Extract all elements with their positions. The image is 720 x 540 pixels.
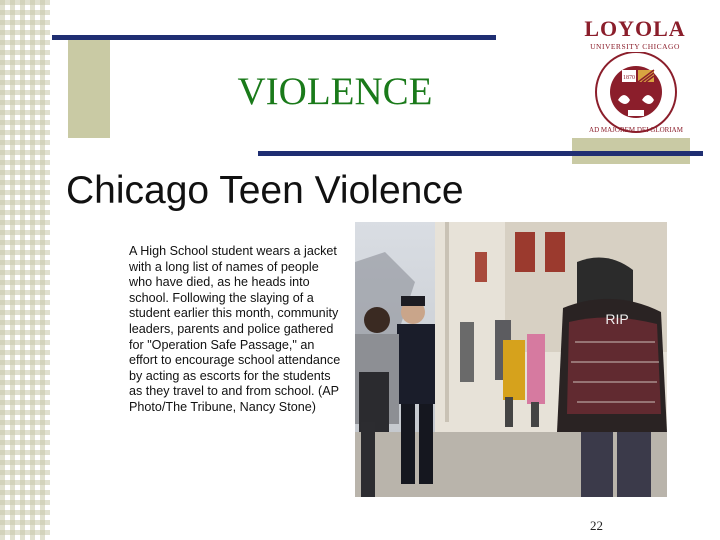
svg-text:AD MAJOREM DEI GLORIAM: AD MAJOREM DEI GLORIAM	[589, 126, 683, 134]
university-logo	[580, 10, 710, 138]
photo-caption: A High School student wears a jacket with a long list of names of people who have died, as he heads into school. Following the slaying of a student earlier this month, community leaders, parents and police gathered for "Operation Safe Passage," an effort to encourage school attendance by acting as escorts for the students as they travel to and from school. (AP Photo/The Tribune, Nancy Stone)	[129, 244, 341, 414]
page-number: 22	[590, 518, 603, 533]
left-decorative-strip	[0, 0, 50, 540]
logo-wordmark: LOYOLA	[584, 16, 686, 41]
top-rule	[52, 35, 496, 40]
jacket-text: RIP	[605, 311, 629, 327]
news-photo	[355, 222, 667, 497]
svg-text:1870: 1870	[623, 75, 635, 81]
olive-accent-block-left	[68, 38, 110, 138]
logo-subtitle: UNIVERSITY CHICAGO	[590, 42, 680, 51]
middle-rule	[258, 151, 703, 156]
university-seal	[582, 52, 690, 138]
slide-title: VIOLENCE	[237, 70, 433, 113]
slide-subtitle: Chicago Teen Violence	[66, 169, 464, 212]
